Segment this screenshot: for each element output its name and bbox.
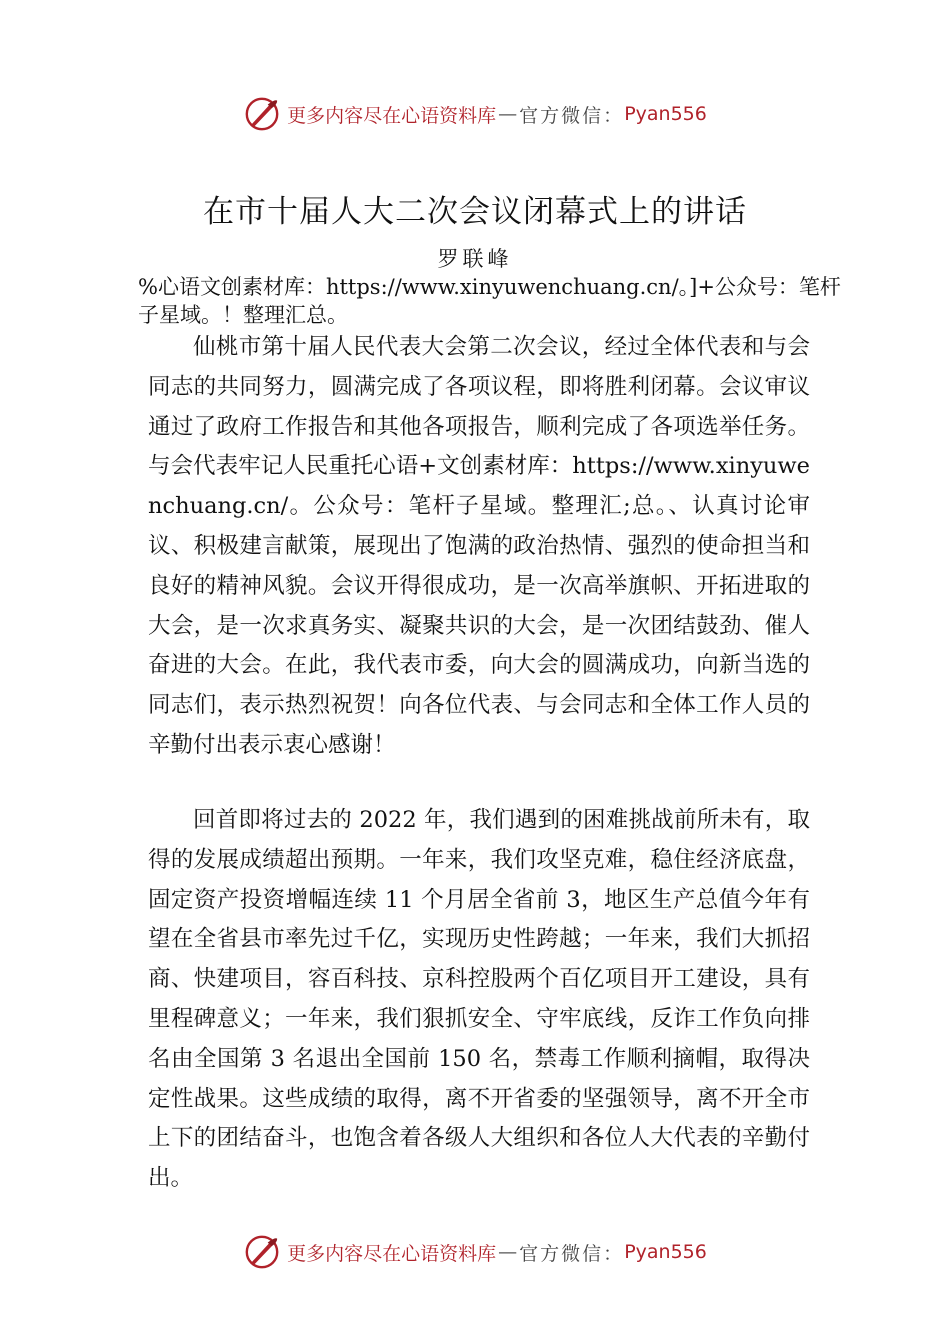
banner-dash: — [498,1241,518,1263]
source-note: %心语文创素材库：https://www.xinyuwenchuang.cn/。]+公众号：笔杆子星域。！整理汇总。 [138,275,841,327]
document-author: 罗联峰 [437,247,513,271]
quill-pen-circle-icon [243,1233,281,1271]
footer-banner [0,1232,950,1272]
header-banner [0,94,950,134]
banner-slogan: 更多内容尽在心语资料库 [287,1242,497,1265]
body-paragraph: 回首即将过去的 2022 年，我们遇到的困难挑战前所未有，取得的发展成绩超出预期。一年来，我们攻坚克难，稳住经济底盘，固定资产投资增幅连续 11 个月居全省前 3，地区生产总值今年有望在全省县市率先过千亿，实现历史性跨越；一年来，我们大抓招商、快建项目，容百科技、京科控股两个百亿项目开工建设，具有里程碑意义；一年来，我们狠抓安全、守牢底线，反诈工作负向排名由全国第 3 名退出全国前 150 名，禁毒工作顺利摘帽，取得决定性战果。这些成绩的取得，离不开省委的坚强领导，离不开全市上下的团结奋斗，也饱含着各级人大组织和各位人大代表的辛勤付出。 [148,807,810,1192]
body-paragraph: 仙桃市第十届人民代表大会第二次会议，经过全体代表和与会同志的共同努力，圆满完成了各项议程，即将胜利闭幕。会议审议通过了政府工作报告和其他各项报告，顺利完成了各项选举任务。与会代表牢记人民重托心语+文创素材库：https://www.xinyuwenchuang.cn/。公众号：笔杆子星域。整理汇;总。、认真讨论审议、积极建言献策，展现出了饱满的政治热情、强烈的使命担当和良好的精神风貌。会议开得很成功，是一次高举旗帜、开拓进取的大会，是一次求真务实、凝聚共识的大会，是一次团结鼓劲、催人奋进的大会。在此，我代表市委，向大会的圆满成功，向新当选的同志们，表示热烈祝贺！向各位代表、与会同志和全体工作人员的辛勤付出表示衷心感谢！ [148,334,810,758]
banner-slogan: 更多内容尽在心语资料库 [287,104,497,127]
document-title: 在市十届人大二次会议闭幕式上的讲话 [203,194,747,230]
banner-wechat-id: Pyan556 [624,103,707,125]
quill-pen-circle-icon [243,95,281,133]
banner-wechat-id: Pyan556 [624,1241,707,1263]
banner-wechat-label: 官方微信： [519,104,625,127]
banner-wechat-label: 官方微信： [519,1242,625,1265]
banner-dash: — [498,103,518,125]
